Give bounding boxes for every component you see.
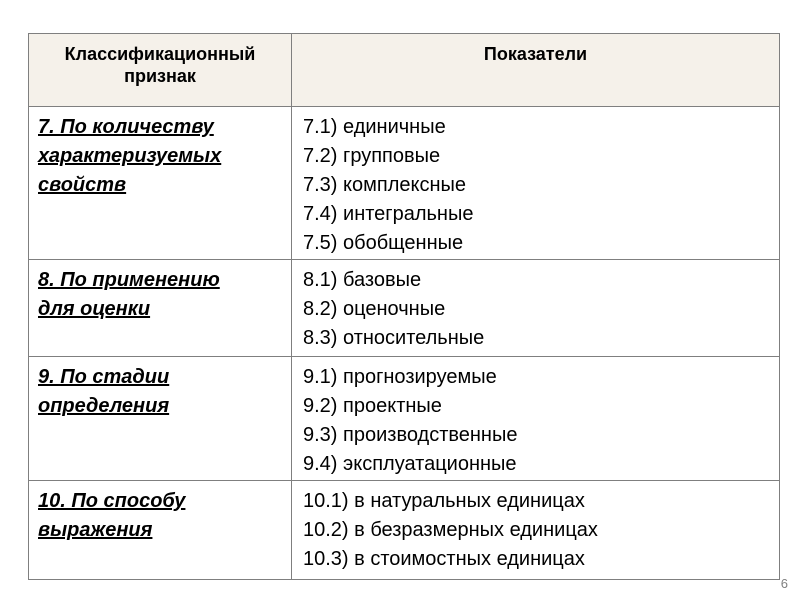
indicator-item: 10.3) в стоимостных единицах — [303, 548, 585, 570]
indicator-item: 9.4) эксплуатационные — [303, 453, 517, 475]
indicator-item: 8.3) относительные — [303, 327, 485, 349]
indicators-cell — [292, 357, 780, 481]
criterion-cell — [29, 481, 292, 580]
criterion-line: свойств — [38, 174, 127, 196]
indicators-cell — [292, 107, 780, 260]
indicator-item: 7.2) групповые — [303, 145, 441, 167]
indicator-item: 8.2) оценочные — [303, 298, 446, 320]
indicator-item: 10.1) в натуральных единицах — [303, 490, 585, 512]
criterion-line: определения — [38, 395, 170, 417]
indicators-cell — [292, 260, 780, 357]
indicators-cell — [292, 481, 780, 580]
header-criterion — [29, 34, 292, 107]
indicator-item: 7.5) обобщенные — [303, 232, 464, 254]
criterion-cell — [29, 107, 292, 260]
criterion-line: характеризуемых — [38, 145, 222, 167]
header-indicators: Показатели — [292, 34, 780, 107]
table-row — [29, 107, 780, 260]
table-row — [29, 260, 780, 357]
slide-number: 6 — [780, 576, 788, 591]
classification-table — [28, 33, 780, 580]
indicator-item: 7.4) интегральные — [303, 203, 474, 225]
criterion-cell — [29, 260, 292, 357]
table-row — [29, 357, 780, 481]
indicator-item: 7.1) единичные — [303, 116, 446, 138]
indicator-item: 10.2) в безразмерных единицах — [303, 519, 598, 541]
header-criterion-line: Классификационный — [64, 44, 256, 64]
header-criterion-line: признак — [124, 66, 196, 86]
indicator-item: 8.1) базовые — [303, 269, 422, 291]
indicator-item: 9.3) производственные — [303, 424, 518, 446]
criterion-line: для оценки — [38, 298, 151, 320]
criterion-line: выражения — [38, 519, 153, 541]
criterion-line: 7. По количеству — [38, 116, 214, 138]
criterion-cell — [29, 357, 292, 481]
indicator-item: 9.2) проектные — [303, 395, 442, 417]
indicator-item: 7.3) комплексные — [303, 174, 467, 196]
table-row — [29, 481, 780, 580]
indicator-item: 9.1) прогнозируемые — [303, 366, 497, 388]
criterion-line: 8. По применению — [38, 269, 220, 291]
criterion-line: 10. По способу — [38, 490, 186, 512]
table-header-row — [29, 34, 780, 107]
criterion-line: 9. По стадии — [38, 366, 170, 388]
